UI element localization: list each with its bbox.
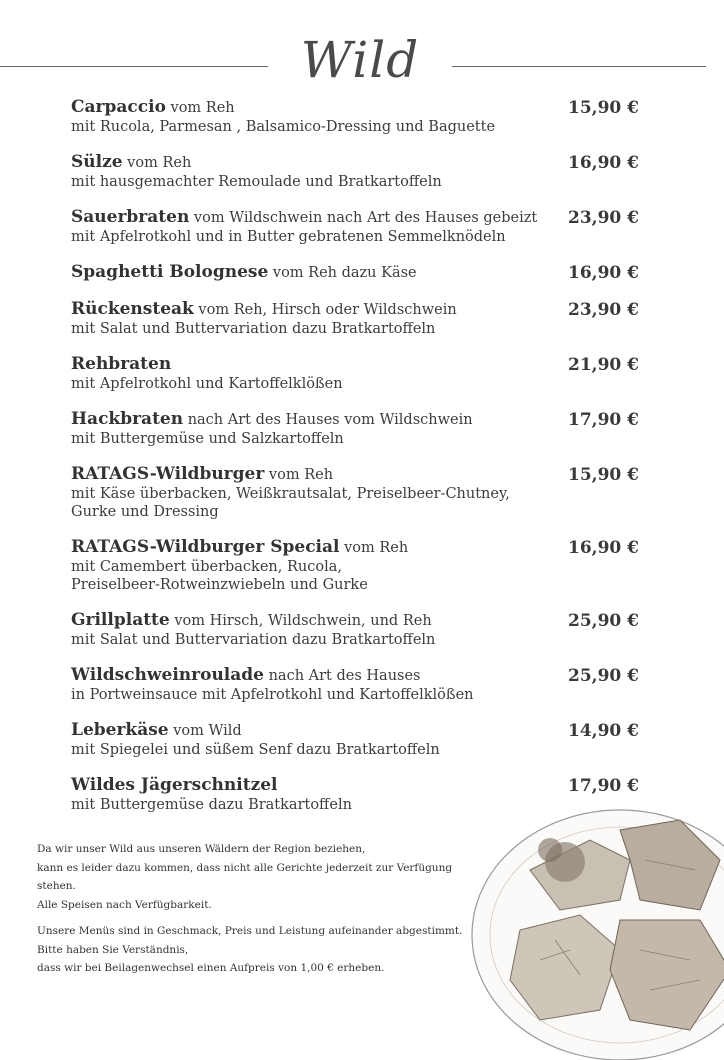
menu-item-price: 25,90 €: [568, 611, 639, 631]
menu-item-name: RATAGS-Wildburger Special: [71, 537, 340, 557]
menu-item-description: mit Käse überbacken, Weißkrautsalat, Preiselbeer-Chutney, Gurke und Dressing: [71, 486, 510, 520]
menu-item: [71, 153, 651, 191]
menu-item-subtitle: vom Reh: [122, 155, 192, 171]
menu-item-name: Sülze: [71, 152, 123, 172]
page-title: Wild: [300, 31, 420, 89]
note-side-dish-surcharge: Unsere Menüs sind in Geschmack, Preis und Leistung aufeinander abgestimmt. Bitte haben Sie Verständnis, dass wir bei Beilagenwechsel einen Aufpreis von 1,00 € erheben.: [37, 925, 463, 974]
menu-item-name: Leberkäse: [71, 720, 169, 740]
plate-illustration: [470, 800, 724, 1060]
header-rule-right: [452, 66, 706, 67]
menu-item-subtitle: vom Reh, Hirsch oder Wildschwein: [193, 302, 457, 318]
menu-item-description: mit Apfelrotkohl und in Butter gebratenen Semmelknödeln: [71, 229, 506, 245]
menu-item-heading: [71, 410, 551, 430]
menu-item-description: mit Spiegelei und süßem Senf dazu Bratkartoffeln: [71, 742, 440, 758]
menu-item-subtitle: vom Hirsch, Wildschwein, und Reh: [169, 613, 432, 629]
menu-item-description: mit hausgemachter Remoulade und Bratkartoffeln: [71, 174, 442, 190]
menu-item-price: 17,90 €: [568, 410, 639, 430]
menu-item: [71, 263, 651, 283]
menu-item-name: Hackbraten: [71, 409, 184, 429]
menu-item-price: 15,90 €: [568, 465, 639, 485]
menu-item-subtitle: nach Art des Hauses: [263, 668, 421, 684]
menu-item-name: Grillplatte: [71, 610, 170, 630]
menu-item-price: 16,90 €: [568, 538, 639, 558]
menu-item-heading: [71, 465, 551, 485]
menu-item-description: mit Apfelrotkohl und Kartoffelklößen: [71, 376, 343, 392]
menu-item: [71, 666, 651, 704]
menu-item-name: Sauerbraten: [71, 207, 190, 227]
menu-item-subtitle: vom Reh: [339, 540, 409, 556]
menu-list: [71, 98, 651, 814]
menu-item: [71, 611, 651, 649]
menu-item-name: RATAGS-Wildburger: [71, 464, 265, 484]
menu-item-name: Carpaccio: [71, 97, 166, 117]
menu-item-price: 14,90 €: [568, 721, 639, 741]
menu-item-subtitle: vom Reh dazu Käse: [268, 265, 417, 281]
menu-item-heading: [71, 208, 551, 228]
menu-item-description: mit Rucola, Parmesan , Balsamico-Dressing und Baguette: [71, 119, 496, 135]
menu-item: [71, 355, 651, 393]
menu-item-name: Wildes Jägerschnitzel: [71, 775, 278, 795]
menu-item-heading: [71, 263, 551, 283]
menu-item: [71, 300, 651, 338]
notes: [37, 840, 477, 986]
menu-item-name: Rehbraten: [71, 354, 172, 374]
menu-item: [71, 465, 651, 521]
menu-item-heading: [71, 153, 551, 173]
menu-item-description: mit Salat und Buttervariation dazu Bratkartoffeln: [71, 632, 436, 648]
menu-item-description: mit Salat und Buttervariation dazu Bratkartoffeln: [71, 321, 436, 337]
menu-item: [71, 721, 651, 759]
menu-item-price: 23,90 €: [568, 300, 639, 320]
note-availability: Da wir unser Wild aus unseren Wäldern der Region beziehen, kann es leider dazu kommen, dass nicht alle Gerichte jederzeit zur Verfügung stehen. Alle Speisen nach Verfügbarkeit.: [37, 843, 453, 911]
menu-item-price: 15,90 €: [568, 98, 639, 118]
menu-item-name: Wildschweinroulade: [71, 665, 264, 685]
menu-item-heading: [71, 300, 551, 320]
header-rule-left: [0, 66, 268, 67]
menu-item-heading: [71, 98, 551, 118]
menu-item-price: 25,90 €: [568, 666, 639, 686]
menu-item-price: 16,90 €: [568, 153, 639, 173]
menu-item-subtitle: nach Art des Hauses vom Wildschwein: [183, 412, 473, 428]
menu-item-price: 16,90 €: [568, 263, 639, 283]
menu-item: [71, 410, 651, 448]
menu-item-subtitle: vom Wildschwein nach Art des Hauses gebeizt: [189, 210, 538, 226]
menu-item-name: Rückensteak: [71, 299, 194, 319]
menu-item-description: mit Buttergemüse und Salzkartoffeln: [71, 431, 344, 447]
menu-item-price: 17,90 €: [568, 776, 639, 796]
menu-item-heading: [71, 666, 551, 686]
menu-item-description: in Portweinsauce mit Apfelrotkohl und Kartoffelklößen: [71, 687, 474, 703]
menu-item: [71, 98, 651, 136]
menu-item-subtitle: vom Reh: [165, 100, 235, 116]
menu-item: [71, 538, 651, 594]
menu-item-heading: [71, 776, 551, 796]
menu-item-heading: [71, 611, 551, 631]
menu-item-description: mit Buttergemüse dazu Bratkartoffeln: [71, 797, 352, 813]
menu-item-name: Spaghetti Bolognese: [71, 262, 269, 282]
menu-item-subtitle: vom Wild: [168, 723, 242, 739]
menu-item-price: 23,90 €: [568, 208, 639, 228]
menu-item-heading: [71, 538, 551, 558]
menu-item-heading: [71, 721, 551, 741]
menu-item: [71, 208, 651, 246]
menu-item-heading: [71, 355, 551, 375]
menu-item-price: 21,90 €: [568, 355, 639, 375]
menu-item-description: mit Camembert überbacken, Rucola, Preiselbeer-Rotweinzwiebeln und Gurke: [71, 559, 368, 593]
menu-item-subtitle: vom Reh: [264, 467, 334, 483]
page-header: [0, 30, 724, 90]
